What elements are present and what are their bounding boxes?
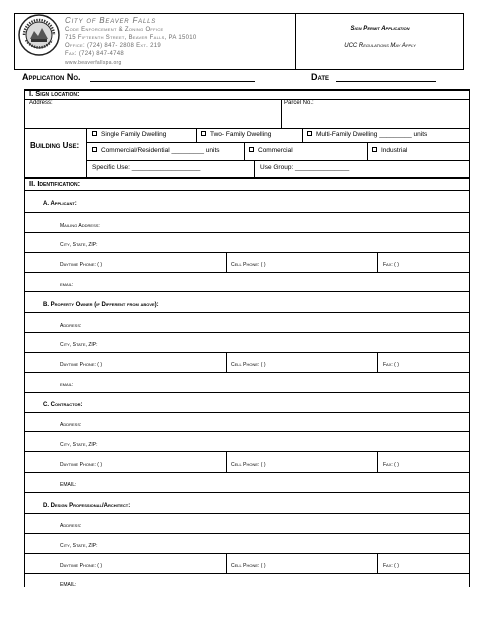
divider — [244, 142, 245, 160]
building-use-label: Building Use: — [30, 141, 80, 150]
office-phone: Office: (724) 847- 2808 Ext. 219 — [65, 43, 161, 49]
divider — [24, 252, 470, 253]
divider — [86, 160, 470, 161]
designer-city-label: City, State, ZIP: — [60, 543, 98, 549]
office-fax: Fax: (724) 847-4748 — [65, 51, 125, 57]
divider — [24, 513, 470, 514]
divider — [254, 160, 255, 177]
checkbox[interactable] — [92, 147, 97, 152]
divider — [24, 312, 470, 313]
divider — [24, 392, 470, 393]
divider — [302, 128, 303, 142]
application-number-label: Application No. — [22, 72, 81, 82]
checkbox[interactable] — [201, 131, 206, 136]
designer-title: D. Design Professional/Architect: — [43, 503, 131, 509]
contractor-address-label: Address: — [60, 422, 82, 428]
divider — [24, 332, 470, 333]
owner-email-label: email: — [60, 382, 74, 388]
applicant-email-label: email: — [60, 282, 74, 288]
option-label: Multi-Family Dwelling _________ units — [316, 131, 428, 138]
date-label: Date — [311, 72, 330, 82]
contractor-email-label: EMAIL: — [60, 482, 77, 488]
ucc-note: UCC Regulations May Apply — [344, 43, 416, 49]
contractor-day-phone-label: Daytime Phone: ( ) — [60, 462, 102, 468]
divider — [24, 412, 470, 413]
office-website[interactable]: www.beaverfallspa.org — [65, 60, 122, 66]
divider — [24, 492, 470, 493]
option-label: Single Family Dwelling — [101, 131, 167, 138]
option-label: Commercial — [258, 147, 293, 154]
applicant-title: A. Applicant: — [43, 201, 77, 207]
divider — [86, 142, 470, 143]
divider — [24, 291, 470, 292]
divider — [377, 553, 378, 573]
form-title: Sign Permit Application — [350, 26, 410, 32]
office-name: Code Enforcement & Zoning Office — [65, 27, 164, 33]
address-label: Address: — [29, 100, 53, 106]
applicant-fax-label: Fax: ( ) — [383, 262, 399, 268]
checkbox[interactable] — [249, 147, 254, 152]
divider — [24, 232, 470, 233]
owner-title: B. Property Owner (if Different from above): — [43, 302, 159, 308]
use-group-field[interactable]: Use Group: _______________ — [260, 164, 350, 171]
applicant-city-label: City, State, ZIP: — [60, 242, 98, 248]
divider — [24, 177, 470, 179]
option-label: Two- Family Dwelling — [210, 131, 272, 138]
multi-family-option[interactable] — [307, 131, 427, 138]
option-label: Commercial/Residential _________ units — [101, 147, 220, 154]
applicant-mailing-label: Mailing Address: — [60, 223, 100, 229]
divider — [226, 451, 227, 472]
divider — [281, 99, 282, 128]
city-seal-icon — [18, 14, 60, 56]
section-sign-location-title: I. Sign location: — [29, 89, 80, 98]
form-top-border — [24, 89, 470, 91]
divider — [24, 573, 470, 574]
owner-city-label: City, State, ZIP: — [60, 342, 98, 348]
commercial-option[interactable] — [249, 147, 293, 154]
divider — [24, 352, 470, 353]
divider — [226, 553, 227, 573]
contractor-cell-phone-label: Cell Phone: ( ) — [231, 462, 266, 468]
contractor-title: C. Contractor: — [43, 402, 83, 408]
city-name: City of Beaver Falls — [65, 16, 157, 25]
divider — [24, 372, 470, 373]
specific-use-field[interactable]: Specific Use: ___________________ — [92, 164, 201, 171]
designer-fax-label: Fax: ( ) — [383, 563, 399, 569]
divider — [24, 99, 470, 100]
section-identification-title: II. Identification: — [29, 179, 81, 188]
divider — [377, 451, 378, 472]
contractor-city-label: City, State, ZIP: — [60, 442, 98, 448]
option-label: Industrial — [381, 147, 408, 154]
divider — [24, 272, 470, 273]
industrial-option[interactable] — [372, 147, 407, 154]
divider — [24, 451, 470, 452]
divider — [24, 212, 470, 213]
owner-address-label: Address: — [60, 323, 82, 329]
contractor-fax-label: Fax: ( ) — [383, 462, 399, 468]
date-field[interactable] — [336, 81, 436, 82]
owner-cell-phone-label: Cell Phone: ( ) — [231, 362, 266, 368]
divider — [24, 553, 470, 554]
owner-day-phone-label: Daytime Phone: ( ) — [60, 362, 102, 368]
office-address: 715 Fifteenth Street, Beaver Falls, PA 15010 — [65, 35, 197, 41]
divider — [377, 252, 378, 272]
divider — [24, 472, 470, 473]
divider — [367, 142, 368, 160]
designer-day-phone-label: Daytime Phone: ( ) — [60, 563, 102, 569]
checkbox[interactable] — [372, 147, 377, 152]
application-number-field[interactable] — [90, 81, 255, 82]
designer-email-label: EMAIL: — [60, 582, 77, 588]
divider — [24, 533, 470, 534]
checkbox[interactable] — [92, 131, 97, 136]
header-divider — [295, 13, 296, 70]
owner-fax-label: Fax: ( ) — [383, 362, 399, 368]
divider — [24, 190, 470, 191]
divider — [226, 252, 227, 272]
designer-address-label: Address: — [60, 523, 82, 529]
applicant-cell-phone-label: Cell Phone: ( ) — [231, 262, 266, 268]
parcel-label: Parcel No.: — [284, 100, 314, 106]
divider — [24, 431, 470, 432]
designer-cell-phone-label: Cell Phone: ( ) — [231, 563, 266, 569]
divider — [226, 352, 227, 372]
single-family-option[interactable] — [92, 131, 166, 138]
divider — [24, 128, 470, 129]
commercial-residential-option[interactable] — [92, 147, 220, 154]
divider — [86, 128, 87, 177]
two-family-option[interactable] — [201, 131, 271, 138]
applicant-day-phone-label: Daytime Phone: ( ) — [60, 262, 102, 268]
divider — [196, 128, 197, 142]
checkbox[interactable] — [307, 131, 312, 136]
divider — [377, 352, 378, 372]
